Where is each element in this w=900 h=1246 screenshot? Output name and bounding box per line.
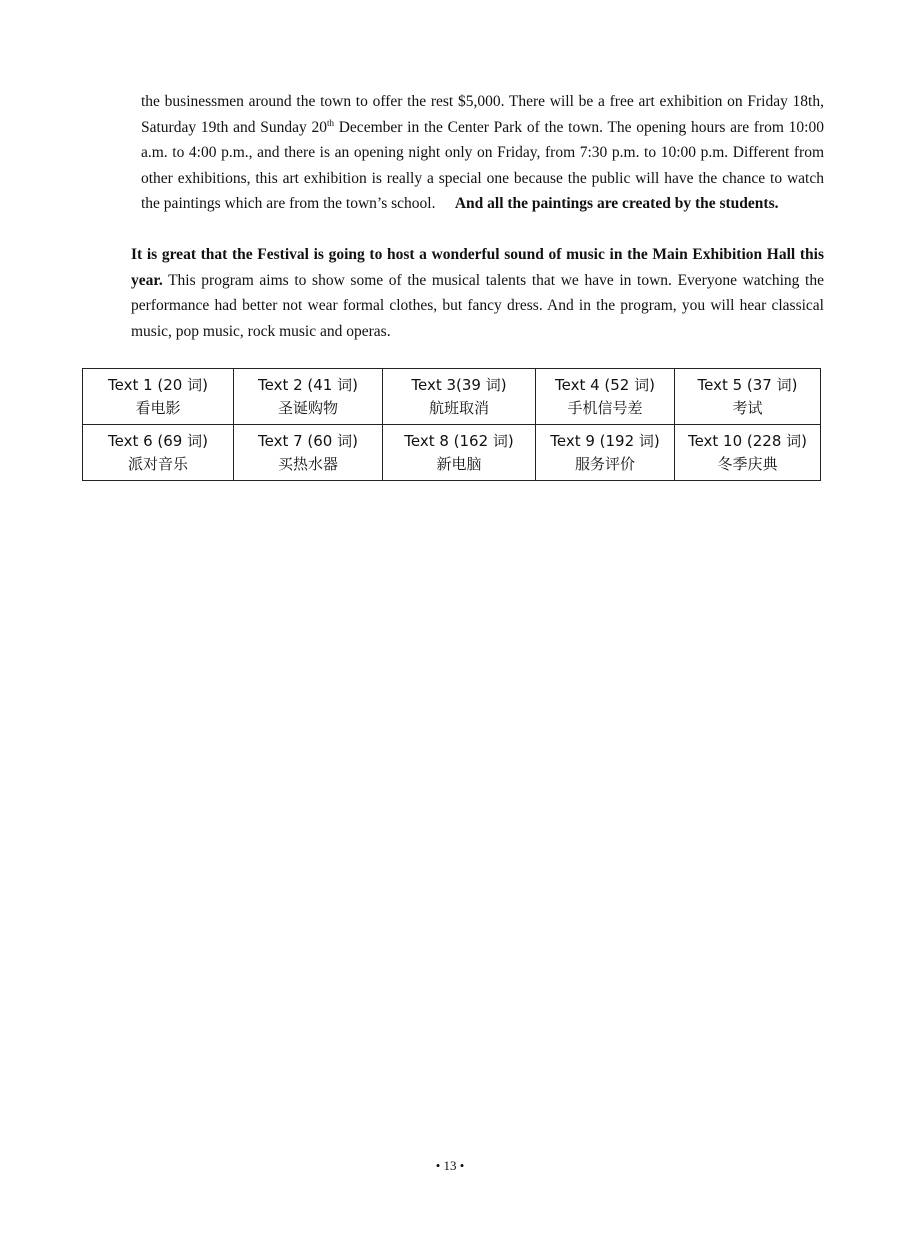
cell-title: Text 5 (37 词)	[697, 375, 798, 394]
cell-topic: 看电影	[135, 398, 181, 417]
table-row	[83, 425, 821, 481]
cell-topic: 手机信号差	[567, 398, 643, 417]
table-cell	[83, 425, 234, 481]
table-cell	[536, 369, 675, 425]
paragraph1-text-a: the businessmen around the town to offer the rest $5,000. There will be a free art exhibition on Friday 18th, Saturday 19th and Sunday 20	[141, 93, 824, 136]
cell-title: Text 9 (192 词)	[550, 431, 660, 450]
paragraph-art-exhibition	[141, 89, 824, 217]
paragraph-music-program	[131, 242, 824, 344]
cell-title: Text 7 (60 词)	[258, 431, 358, 450]
table-cell	[83, 369, 234, 425]
superscript-th: th	[326, 117, 334, 128]
cell-title: Text 4 (52 词)	[555, 375, 655, 394]
paragraph1-bold-sentence: And all the paintings are created by the students.	[454, 195, 779, 212]
cell-topic: 派对音乐	[127, 454, 188, 473]
paragraph2-text: This program aims to show some of the musical talents that we have in town. Everyone watching the performance had better not wear formal clothes, but fancy dress. And in the program, you will hear classical music, pop music, rock music and operas.	[131, 271, 824, 340]
table-cell	[675, 425, 821, 481]
table-cell	[383, 425, 536, 481]
cell-topic: 航班取消	[428, 398, 489, 417]
cell-topic: 服务评价	[574, 454, 635, 473]
table-cell	[383, 369, 536, 425]
cell-title: Text 8 (162 词)	[404, 431, 514, 450]
table-cell	[234, 369, 383, 425]
table-cell	[536, 425, 675, 481]
cell-title: Text 10 (228 词)	[687, 431, 808, 450]
cell-title: Text 2 (41 词)	[258, 375, 358, 394]
cell-title: Text 1 (20 词)	[108, 375, 208, 394]
cell-title: Text 3(39 词)	[411, 375, 507, 394]
cell-topic: 新电脑	[436, 454, 482, 473]
table-row	[83, 369, 821, 425]
paragraph2-bold-sentence: It is great that the Festival is going to host a wonderful sound of music in the Main Exhibition Hall this year.	[131, 246, 824, 289]
cell-topic: 圣诞购物	[277, 398, 338, 417]
cell-topic: 买热水器	[277, 454, 338, 473]
page-number: • 13 •	[435, 1158, 465, 1173]
text-summary-table	[82, 368, 821, 481]
cell-title: Text 6 (69 词)	[108, 431, 208, 450]
paragraph1-text-b: December in the Center Park of the town. The opening hours are from 10:00 a.m. to 4:00 p.m., and there is an opening night only on Friday, from 7:30 p.m. to 10:00 p.m. Different from other exhibitions, this art exhibition is really a special one because the public will have the chance to watch the paintings which are from the town’s school.	[141, 118, 824, 212]
table-cell	[675, 369, 821, 425]
table-cell	[234, 425, 383, 481]
cell-topic: 考试	[732, 398, 763, 417]
cell-topic: 冬季庆典	[717, 454, 778, 473]
